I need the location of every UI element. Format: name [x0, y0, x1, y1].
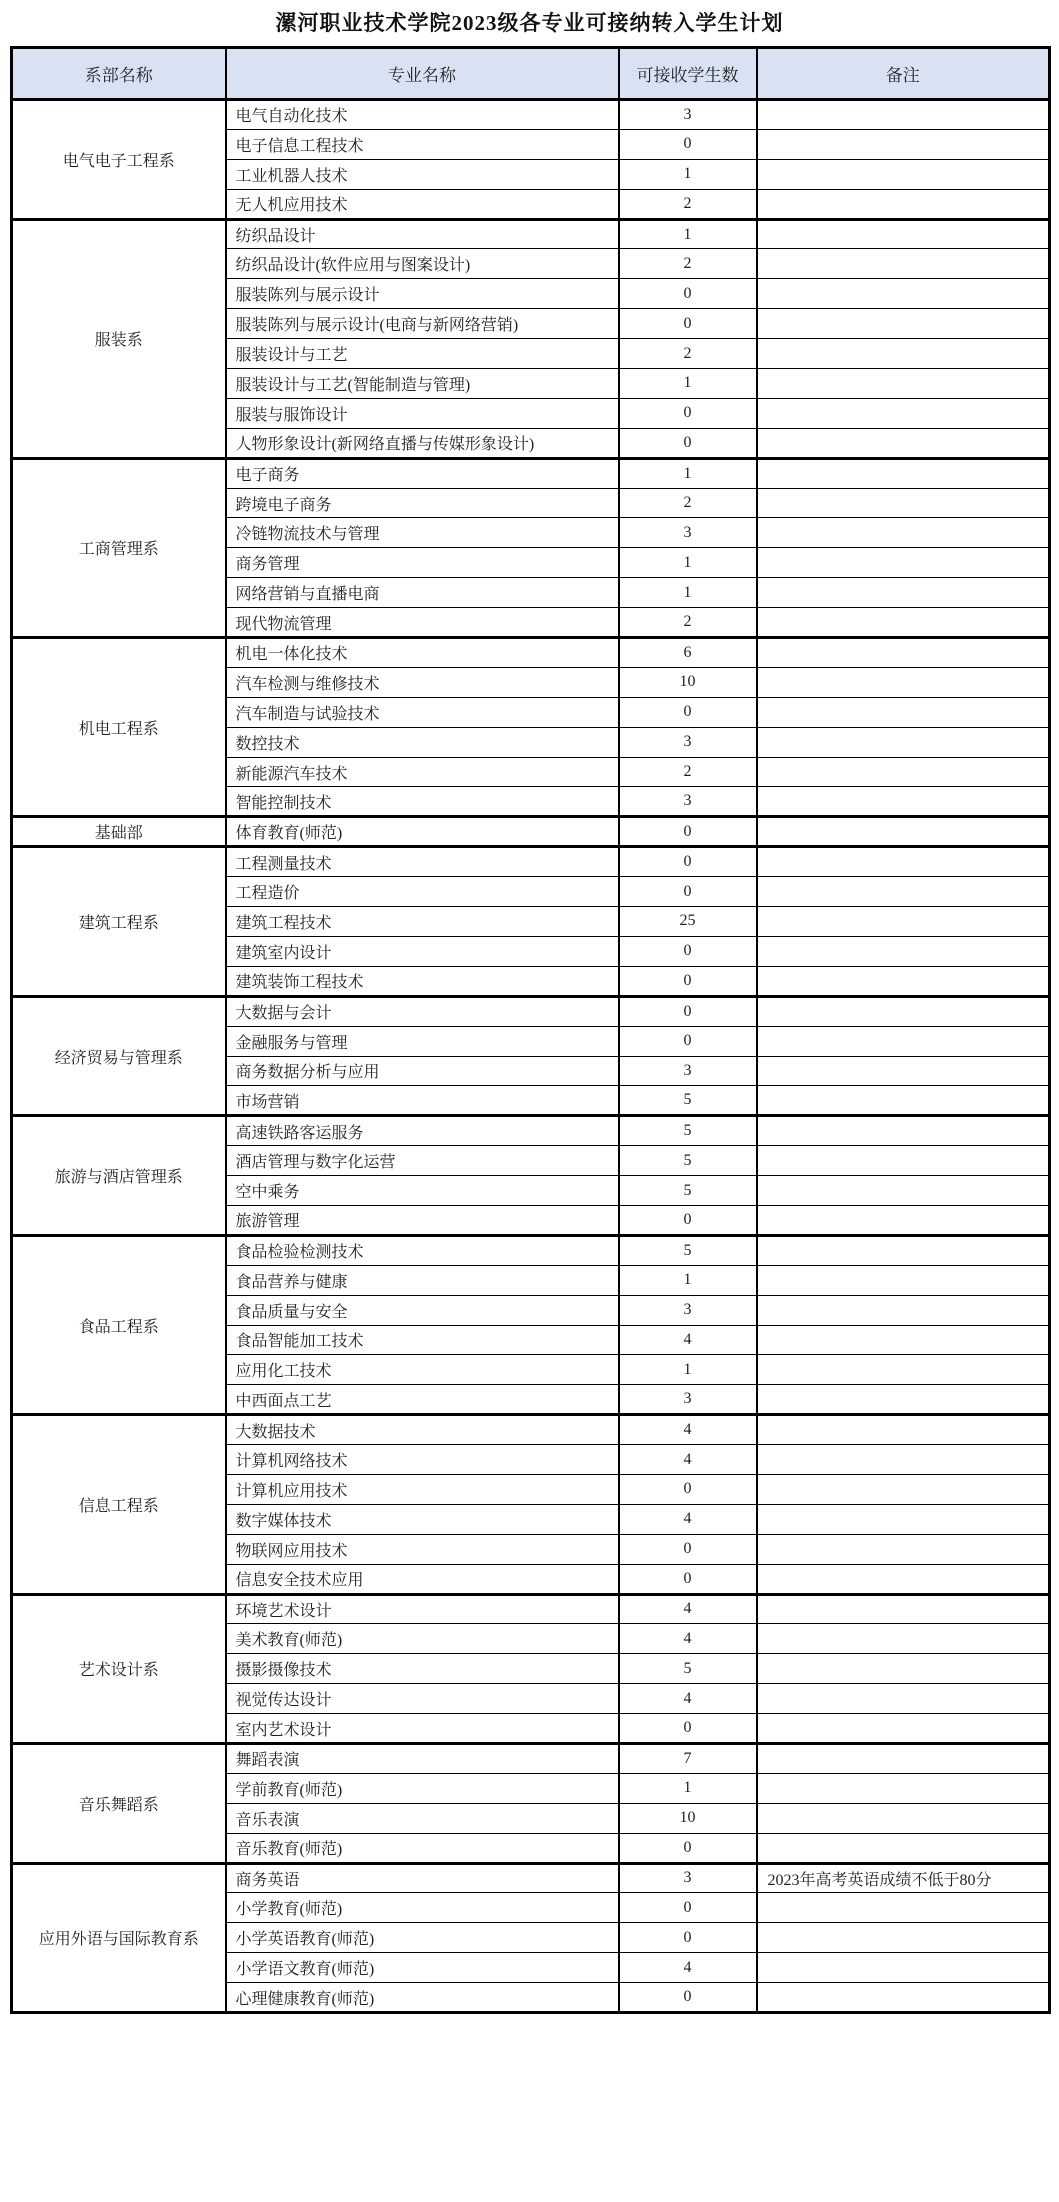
major-cell: 无人机应用技术	[226, 189, 619, 219]
remark-cell	[757, 458, 1050, 488]
remark-cell	[757, 1654, 1050, 1684]
major-cell: 食品营养与健康	[226, 1265, 619, 1295]
major-cell: 金融服务与管理	[226, 1026, 619, 1056]
count-cell: 0	[619, 279, 757, 309]
major-cell: 应用化工技术	[226, 1355, 619, 1385]
count-cell: 5	[619, 1176, 757, 1206]
department-cell: 建筑工程系	[12, 847, 226, 996]
count-cell: 3	[619, 1056, 757, 1086]
remark-cell	[757, 309, 1050, 339]
count-cell: 0	[619, 817, 757, 847]
major-cell: 冷链物流技术与管理	[226, 518, 619, 548]
major-cell: 电子商务	[226, 458, 619, 488]
major-cell: 计算机应用技术	[226, 1474, 619, 1504]
remark-cell	[757, 578, 1050, 608]
remark-cell	[757, 847, 1050, 877]
count-cell: 25	[619, 907, 757, 937]
count-cell: 4	[619, 1445, 757, 1475]
major-cell: 数控技术	[226, 727, 619, 757]
count-cell: 5	[619, 1116, 757, 1146]
table-row	[12, 817, 1050, 847]
table-row	[12, 1743, 1050, 1773]
table-row	[12, 1415, 1050, 1445]
major-cell: 大数据与会计	[226, 996, 619, 1026]
count-cell: 2	[619, 189, 757, 219]
remark-cell	[757, 369, 1050, 399]
remark-cell	[757, 697, 1050, 727]
major-cell: 网络营销与直播电商	[226, 578, 619, 608]
remark-cell	[757, 1624, 1050, 1654]
major-cell: 摄影摄像技术	[226, 1654, 619, 1684]
remark-cell	[757, 1923, 1050, 1953]
department-cell: 艺术设计系	[12, 1594, 226, 1743]
count-cell: 1	[619, 219, 757, 249]
count-cell: 0	[619, 697, 757, 727]
remark-cell	[757, 548, 1050, 578]
table-row	[12, 1235, 1050, 1265]
count-cell: 5	[619, 1086, 757, 1116]
remark-cell	[757, 159, 1050, 189]
remark-cell	[757, 1325, 1050, 1355]
major-cell: 商务管理	[226, 548, 619, 578]
major-cell: 心理健康教育(师范)	[226, 1983, 619, 2013]
remark-cell	[757, 1265, 1050, 1295]
count-cell: 5	[619, 1654, 757, 1684]
remark-cell	[757, 488, 1050, 518]
major-cell: 机电一体化技术	[226, 638, 619, 668]
remark-cell	[757, 1953, 1050, 1983]
major-cell: 建筑装饰工程技术	[226, 966, 619, 996]
remark-cell	[757, 1564, 1050, 1594]
major-cell: 智能控制技术	[226, 787, 619, 817]
count-cell: 2	[619, 249, 757, 279]
major-cell: 小学语文教育(师范)	[226, 1953, 619, 1983]
count-cell: 1	[619, 1355, 757, 1385]
remark-cell	[757, 219, 1050, 249]
department-cell: 机电工程系	[12, 638, 226, 817]
count-cell: 1	[619, 548, 757, 578]
remark-cell	[757, 1295, 1050, 1325]
table-row	[12, 1116, 1050, 1146]
major-cell: 汽车制造与试验技术	[226, 697, 619, 727]
remark-cell	[757, 1445, 1050, 1475]
remark-cell	[757, 787, 1050, 817]
major-cell: 食品智能加工技术	[226, 1325, 619, 1355]
count-cell: 3	[619, 1385, 757, 1415]
remark-cell	[757, 279, 1050, 309]
major-cell: 音乐教育(师范)	[226, 1833, 619, 1863]
major-cell: 工程测量技术	[226, 847, 619, 877]
count-cell: 3	[619, 518, 757, 548]
count-cell: 0	[619, 847, 757, 877]
count-cell: 0	[619, 996, 757, 1026]
major-cell: 服装陈列与展示设计	[226, 279, 619, 309]
major-cell: 音乐表演	[226, 1803, 619, 1833]
remark-cell	[757, 1176, 1050, 1206]
table-row	[12, 219, 1050, 249]
remark-cell	[757, 1833, 1050, 1863]
major-cell: 信息安全技术应用	[226, 1564, 619, 1594]
column-header-department: 系部名称	[12, 48, 226, 100]
major-cell: 工程造价	[226, 877, 619, 907]
count-cell: 3	[619, 100, 757, 130]
remark-cell	[757, 1714, 1050, 1744]
count-cell: 1	[619, 458, 757, 488]
major-cell: 跨境电子商务	[226, 488, 619, 518]
remark-cell	[757, 249, 1050, 279]
major-cell: 食品质量与安全	[226, 1295, 619, 1325]
major-cell: 服装设计与工艺(智能制造与管理)	[226, 369, 619, 399]
remark-cell	[757, 1146, 1050, 1176]
department-cell: 音乐舞蹈系	[12, 1743, 226, 1863]
count-cell: 10	[619, 1803, 757, 1833]
major-cell: 舞蹈表演	[226, 1743, 619, 1773]
remark-cell	[757, 339, 1050, 369]
table-row	[12, 100, 1050, 130]
count-cell: 4	[619, 1325, 757, 1355]
major-cell: 视觉传达设计	[226, 1684, 619, 1714]
count-cell: 4	[619, 1504, 757, 1534]
major-cell: 中西面点工艺	[226, 1385, 619, 1415]
table-row	[12, 847, 1050, 877]
major-cell: 汽车检测与维修技术	[226, 667, 619, 697]
remark-cell	[757, 1684, 1050, 1714]
count-cell: 7	[619, 1743, 757, 1773]
count-cell: 0	[619, 877, 757, 907]
count-cell: 2	[619, 488, 757, 518]
remark-cell	[757, 1983, 1050, 2013]
count-cell: 0	[619, 398, 757, 428]
count-cell: 0	[619, 428, 757, 458]
remark-cell	[757, 907, 1050, 937]
department-cell: 工商管理系	[12, 458, 226, 637]
major-cell: 室内艺术设计	[226, 1714, 619, 1744]
remark-cell	[757, 428, 1050, 458]
remark-cell	[757, 1205, 1050, 1235]
major-cell: 小学教育(师范)	[226, 1893, 619, 1923]
remark-cell	[757, 727, 1050, 757]
table-body	[12, 100, 1050, 2013]
count-cell: 5	[619, 1146, 757, 1176]
header-row	[12, 48, 1050, 100]
department-cell: 服装系	[12, 219, 226, 458]
major-cell: 环境艺术设计	[226, 1594, 619, 1624]
remark-cell	[757, 996, 1050, 1026]
remark-cell	[757, 1116, 1050, 1146]
count-cell: 4	[619, 1415, 757, 1445]
remark-cell	[757, 877, 1050, 907]
remark-cell	[757, 1474, 1050, 1504]
count-cell: 4	[619, 1953, 757, 1983]
department-cell: 旅游与酒店管理系	[12, 1116, 226, 1236]
major-cell: 电子信息工程技术	[226, 129, 619, 159]
department-cell: 经济贸易与管理系	[12, 996, 226, 1116]
count-cell: 3	[619, 1295, 757, 1325]
remark-cell	[757, 518, 1050, 548]
major-cell: 美术教育(师范)	[226, 1624, 619, 1654]
column-header-major: 专业名称	[226, 48, 619, 100]
count-cell: 1	[619, 369, 757, 399]
major-cell: 现代物流管理	[226, 608, 619, 638]
count-cell: 0	[619, 1714, 757, 1744]
major-cell: 市场营销	[226, 1086, 619, 1116]
count-cell: 0	[619, 1983, 757, 2013]
major-cell: 小学英语教育(师范)	[226, 1923, 619, 1953]
remark-cell: 2023年高考英语成绩不低于80分	[757, 1863, 1050, 1893]
remark-cell	[757, 757, 1050, 787]
count-cell: 0	[619, 966, 757, 996]
department-cell: 基础部	[12, 817, 226, 847]
remark-cell	[757, 608, 1050, 638]
remark-cell	[757, 667, 1050, 697]
major-cell: 商务数据分析与应用	[226, 1056, 619, 1086]
count-cell: 3	[619, 1863, 757, 1893]
count-cell: 2	[619, 757, 757, 787]
table-row	[12, 996, 1050, 1026]
count-cell: 0	[619, 1833, 757, 1863]
major-cell: 工业机器人技术	[226, 159, 619, 189]
remark-cell	[757, 936, 1050, 966]
count-cell: 1	[619, 578, 757, 608]
count-cell: 0	[619, 936, 757, 966]
remark-cell	[757, 129, 1050, 159]
major-cell: 数字媒体技术	[226, 1504, 619, 1534]
transfer-plan-table	[10, 46, 1051, 2014]
major-cell: 服装设计与工艺	[226, 339, 619, 369]
count-cell: 0	[619, 1923, 757, 1953]
count-cell: 0	[619, 1474, 757, 1504]
remark-cell	[757, 1415, 1050, 1445]
remark-cell	[757, 638, 1050, 668]
remark-cell	[757, 1026, 1050, 1056]
major-cell: 建筑工程技术	[226, 907, 619, 937]
count-cell: 1	[619, 1773, 757, 1803]
count-cell: 1	[619, 159, 757, 189]
major-cell: 大数据技术	[226, 1415, 619, 1445]
count-cell: 2	[619, 608, 757, 638]
remark-cell	[757, 1743, 1050, 1773]
count-cell: 3	[619, 787, 757, 817]
department-cell: 应用外语与国际教育系	[12, 1863, 226, 2012]
count-cell: 4	[619, 1684, 757, 1714]
major-cell: 食品检验检测技术	[226, 1235, 619, 1265]
remark-cell	[757, 817, 1050, 847]
major-cell: 空中乘务	[226, 1176, 619, 1206]
major-cell: 人物形象设计(新网络直播与传媒形象设计)	[226, 428, 619, 458]
remark-cell	[757, 100, 1050, 130]
remark-cell	[757, 1534, 1050, 1564]
remark-cell	[757, 1803, 1050, 1833]
major-cell: 学前教育(师范)	[226, 1773, 619, 1803]
count-cell: 0	[619, 1026, 757, 1056]
count-cell: 6	[619, 638, 757, 668]
count-cell: 0	[619, 129, 757, 159]
major-cell: 体育教育(师范)	[226, 817, 619, 847]
count-cell: 1	[619, 1265, 757, 1295]
page-title: 漯河职业技术学院2023级各专业可接纳转入学生计划	[275, 11, 784, 35]
count-cell: 0	[619, 309, 757, 339]
remark-cell	[757, 1086, 1050, 1116]
table-row	[12, 458, 1050, 488]
count-cell: 0	[619, 1534, 757, 1564]
remark-cell	[757, 1385, 1050, 1415]
column-header-count: 可接收学生数	[619, 48, 757, 100]
major-cell: 旅游管理	[226, 1205, 619, 1235]
major-cell: 建筑室内设计	[226, 936, 619, 966]
remark-cell	[757, 966, 1050, 996]
table-row	[12, 638, 1050, 668]
major-cell: 电气自动化技术	[226, 100, 619, 130]
major-cell: 物联网应用技术	[226, 1534, 619, 1564]
remark-cell	[757, 1594, 1050, 1624]
department-cell: 电气电子工程系	[12, 100, 226, 220]
major-cell: 纺织品设计	[226, 219, 619, 249]
table-row	[12, 1863, 1050, 1893]
count-cell: 3	[619, 727, 757, 757]
count-cell: 0	[619, 1205, 757, 1235]
major-cell: 服装与服饰设计	[226, 398, 619, 428]
department-cell: 食品工程系	[12, 1235, 226, 1414]
major-cell: 新能源汽车技术	[226, 757, 619, 787]
count-cell: 0	[619, 1564, 757, 1594]
count-cell: 4	[619, 1624, 757, 1654]
count-cell: 4	[619, 1594, 757, 1624]
remark-cell	[757, 1504, 1050, 1534]
count-cell: 5	[619, 1235, 757, 1265]
major-cell: 纺织品设计(软件应用与图案设计)	[226, 249, 619, 279]
column-header-remark: 备注	[757, 48, 1050, 100]
remark-cell	[757, 1893, 1050, 1923]
major-cell: 高速铁路客运服务	[226, 1116, 619, 1146]
remark-cell	[757, 1773, 1050, 1803]
major-cell: 商务英语	[226, 1863, 619, 1893]
remark-cell	[757, 189, 1050, 219]
major-cell: 服装陈列与展示设计(电商与新网络营销)	[226, 309, 619, 339]
remark-cell	[757, 1235, 1050, 1265]
major-cell: 酒店管理与数字化运营	[226, 1146, 619, 1176]
count-cell: 2	[619, 339, 757, 369]
count-cell: 10	[619, 667, 757, 697]
count-cell: 0	[619, 1893, 757, 1923]
remark-cell	[757, 1056, 1050, 1086]
remark-cell	[757, 398, 1050, 428]
department-cell: 信息工程系	[12, 1415, 226, 1594]
table-row	[12, 1594, 1050, 1624]
major-cell: 计算机网络技术	[226, 1445, 619, 1475]
remark-cell	[757, 1355, 1050, 1385]
